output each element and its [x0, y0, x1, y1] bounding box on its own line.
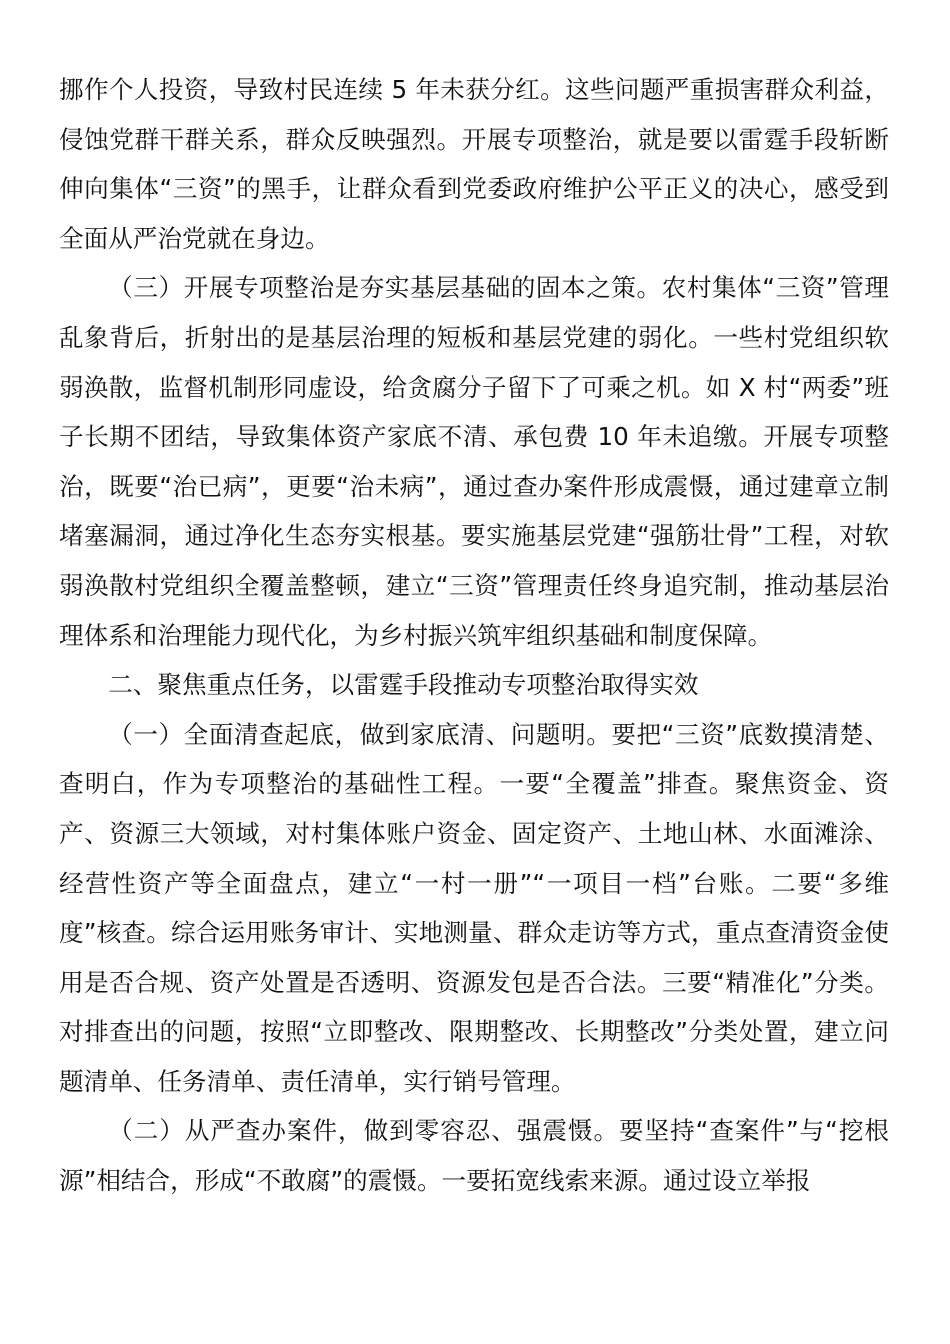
paragraph-subsection-1: （一）全面清查起底，做到家底清、问题明。要把“三资”底数摸清楚、查明白，作为专项整治的基础性工程。一要“全覆盖”排查。聚焦资金、资产、资源三大领域，对村集体账户资金、固定资产、土地山林、水面滩涂、经营性资产等全面盘点，建立“一村一册”“一项目一档”台账。二要“多维度”核查。综合运用账务审计、实地测量、群众走访等方式，重点查清资金使用是否合规、资产处置是否透明、资源发包是否合法。三要“精准化”分类。对排查出的问题，按照“立即整改、限期整改、长期整改”分类处置，建立问题清单、任务清单、责任清单，实行销号管理。 [59, 719, 889, 1096]
paragraph-subsection-2: （二）从严查办案件，做到零容忍、强震慑。要坚持“查案件”与“挖根源”相结合，形成“不敢腐”的震慑。一要拓宽线索来源。通过设立举报 [59, 1116, 889, 1196]
paragraph-continued: 挪作个人投资，导致村民连续 5 年未获分红。这些问题严重损害群众利益，侵蚀党群干群关系，群众反映强烈。开展专项整治，就是要以雷霆手段斩断伸向集体“三资”的黑手，让群众看到党委政府维护公平正义的决心，感受到全面从严治党就在身边。 [59, 75, 889, 253]
section-heading-2: 二、聚焦重点任务，以雷霆手段推动专项整治取得实效 [108, 670, 699, 700]
paragraph-section-3: （三）开展专项整治是夯实基层基础的固本之策。农村集体“三资”管理乱象背后，折射出的是基层治理的短板和基层党建的弱化。一些村党组织软弱涣散，监督机制形同虚设，给贪腐分子留下了可乘之机。如 X 村“两委”班子长期不团结，导致集体资产家底不清、承包费 10 年未追缴。开展专项整治，既要“治已病”，更要“治未病”，通过查办案件形成震慑，通过建章立制堵塞漏洞，通过净化生态夯实根基。要实施基层党建“强筋壮骨”工程，对软弱涣散村党组织全覆盖整顿，建立“三资”管理责任终身追究制，推动基层治理体系和治理能力现代化，为乡村振兴筑牢组织基础和制度保障。 [59, 273, 889, 650]
document-body [59, 65, 889, 1206]
